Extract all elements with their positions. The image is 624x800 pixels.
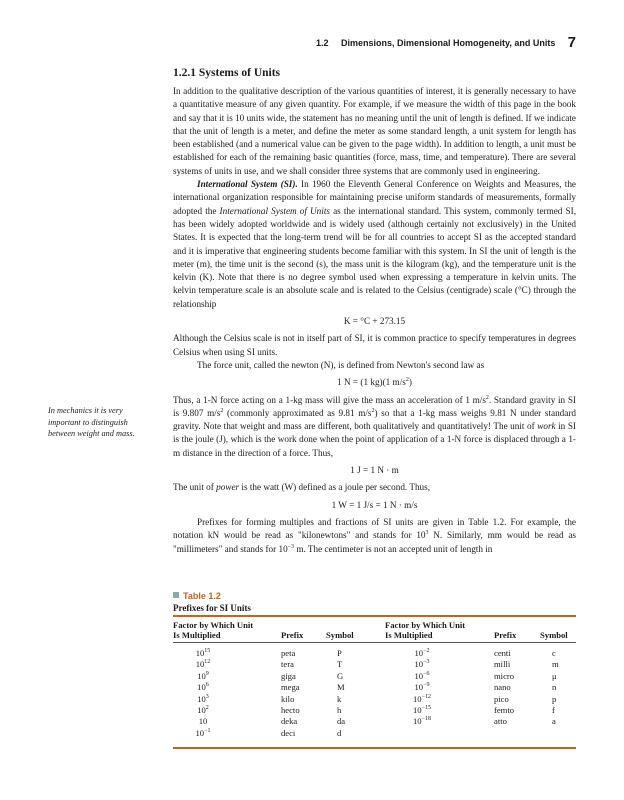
table-factor-left: $10^9$ [197, 670, 209, 681]
table-factor-right: $10^{-18}$ [413, 716, 431, 727]
page-number: 7 [567, 34, 576, 51]
paragraph-si: International System (SI). In 1960 the Eleventh General Conference on Weights and Measures, the international organization responsible for maintaining precise uniform standards of measurements, formally adopted the International System of Units as the international standard. This system, commonly termed SI, has been widely adopted worldwide and is widely used (although certainly not exclusively) in the United States. It is expected that the long-term trend will be for all countries to accept SI as the accepted standard and it is imperative that engineering students become familiar with this system. In SI the unit of length is the meter (m), the time unit is the second (s), the mass unit is the kilogram (kg), and the temperature unit is the kelvin (K). Note that there is no degree symbol used when expressing a temperature in kelvin units. The kelvin temperature scale is an absolute scale and is related to the Celsius (centigrade) scale (°C) through the relationship [173, 179, 576, 309]
table-prefix-left: giga [281, 670, 296, 681]
main-text-column [173, 66, 576, 556]
table-prefix-left: mega [281, 682, 300, 693]
table-header-rule [173, 642, 576, 643]
table-factor-left: $10^3$ [197, 693, 209, 704]
table-symbol-left: T [337, 659, 343, 670]
table-factor-left: $10^{12}$ [195, 659, 211, 670]
table-symbol-left: G [337, 670, 344, 681]
table-prefix-left: hecto [281, 705, 300, 715]
table-symbol-right: f [552, 705, 555, 715]
table-prefix-left: deka [281, 716, 298, 727]
equation-kelvin: K = °C + 273.15 [343, 316, 406, 327]
paragraph-power: The unit of power is the watt (W) defined as a joule per second. Thus, [173, 482, 431, 493]
table-prefix-right: atto [494, 716, 507, 727]
table-symbol-left: d [337, 727, 342, 738]
equation-joule: 1 J = 1 N · m [350, 465, 399, 476]
table-symbol-left: k [337, 693, 342, 704]
table-symbol-right: n [552, 682, 557, 693]
header-factor-right: Factor by Which Unit Is Multiplied [385, 620, 466, 640]
table-factor-right: $10^{-2}$ [414, 648, 430, 658]
table-label: Table 1.2 [173, 591, 221, 601]
table-symbol-right: a [552, 716, 556, 727]
table-caption: Prefixes for SI Units [173, 603, 251, 613]
table-prefix-right: nano [494, 682, 511, 693]
table-symbol-left: da [337, 716, 346, 727]
si-runin-heading: International System (SI). [197, 179, 298, 190]
table-bottom-rule [173, 747, 576, 749]
table-prefix-right: milli [494, 659, 511, 670]
table-factor-left: $10^{-1}$ [195, 727, 211, 738]
header-prefix-left: Prefix [281, 630, 304, 640]
table-factor-left: 10 [198, 716, 208, 727]
table-factor-left: $10^{15}$ [195, 648, 211, 658]
paragraph-gravity: Thus, a 1-N force acting on a 1-kg mass will give the mass an acceleration of 1 $m/s^2$. Standard gravity in SI is 9.807 $m/s^2$ (commonly approximated as 9.81 $m/s^2$) so that a 1-kg mass weighs 9.81 N under standard gravity. Note that weight and mass are different, both qualitatively and quantitatively! The unit of work in SI is the joule (J), which is the work done when the point of application of a 1-N force is displaced through a 1-m distance in the direction of a force. Thus, [173, 394, 576, 458]
margin-note [48, 405, 156, 440]
paragraph-celsius: Although the Celsius scale is not in itself part of SI, it is common practice to specify temperatures in degrees Celsius when using SI units. [173, 333, 576, 357]
table-prefix-left: deci [281, 727, 296, 738]
table-factor-left: $10^6$ [197, 682, 209, 693]
table-symbol-left: h [337, 705, 342, 715]
table-prefix-right: micro [494, 670, 515, 681]
section-heading: 1.2.1 Systems of Units [173, 67, 281, 79]
table-factor-right: $10^{-12}$ [413, 693, 431, 704]
paragraph-intro: In addition to the qualitative description of the various quantities of interest, it is generally necessary to have a quantitative measure of any given quantity. For example, if we measure the width of this page in the book and say that it is 10 units wide, the statement has no meaning until the unit of length is defined. If we indicate that the unit of length is a meter, and define the meter as some standard length, a unit system for length has been established (and a numerical value can be given to the page width). In addition to length, a unit must be established for each of the remaining basic quantities (force, mass, time, and temperature). There are several systems of units in use, and we shall consider three systems that are commonly used in engineering. [173, 86, 576, 176]
table-symbol-left: P [337, 648, 342, 658]
table-symbol-right: p [552, 693, 557, 704]
table-symbol-right: μ [552, 670, 557, 681]
header-section-number: 1.2 [316, 38, 329, 48]
table-symbol-left: M [337, 682, 345, 693]
table-prefix-left: tera [281, 659, 294, 670]
table-marker-icon [173, 592, 179, 598]
table-prefix-left: peta [281, 648, 296, 658]
table-prefix-right: pico [494, 693, 509, 704]
table-factor-left: $10^2$ [197, 705, 209, 715]
table-symbol-right: m [552, 659, 559, 670]
table-factor-right: $10^{-15}$ [413, 705, 431, 715]
header-title: Dimensions, Dimensional Homogeneity, and Units [341, 38, 556, 48]
running-header [316, 34, 576, 51]
header-symbol-right: Symbol [540, 630, 568, 640]
header-prefix-right: Prefix [494, 630, 517, 640]
table-symbol-right: c [552, 648, 556, 658]
paragraph-prefixes: Prefixes for forming multiples and fractions of SI units are given in Table 1.2. For example, the notation kN would be read as "kilonewtons" and stands for $10^3$ N. Similarly, mm would be read as "millimeters" and stands for $10^{-3}$ m. The centimeter is not an accepted unit of length in [173, 516, 576, 554]
table-factor-right: $10^{-3}$ [414, 659, 430, 670]
paragraph-newton: The force unit, called the newton (N), is defined from Newton's second law as [197, 359, 485, 370]
table-prefix-left: kilo [281, 693, 295, 704]
table-prefix-right: femto [494, 705, 515, 715]
margin-note-text: In mechanics it is very important to distinguish between weight and mass. [48, 406, 135, 438]
header-symbol-left: Symbol [326, 630, 354, 640]
table-factor-right: $10^{-9}$ [414, 682, 430, 693]
table-top-rule [173, 615, 576, 617]
table-prefix-right: centi [494, 648, 511, 658]
header-factor-left: Factor by Which Unit Is Multiplied [173, 620, 254, 640]
equation-watt: 1 W = 1 J/s = 1 N · m/s [331, 499, 418, 510]
table-factor-right: $10^{-6}$ [414, 670, 430, 681]
equation-newton: 1 N = (1 kg)(1 $m/s^2$) [337, 377, 412, 388]
